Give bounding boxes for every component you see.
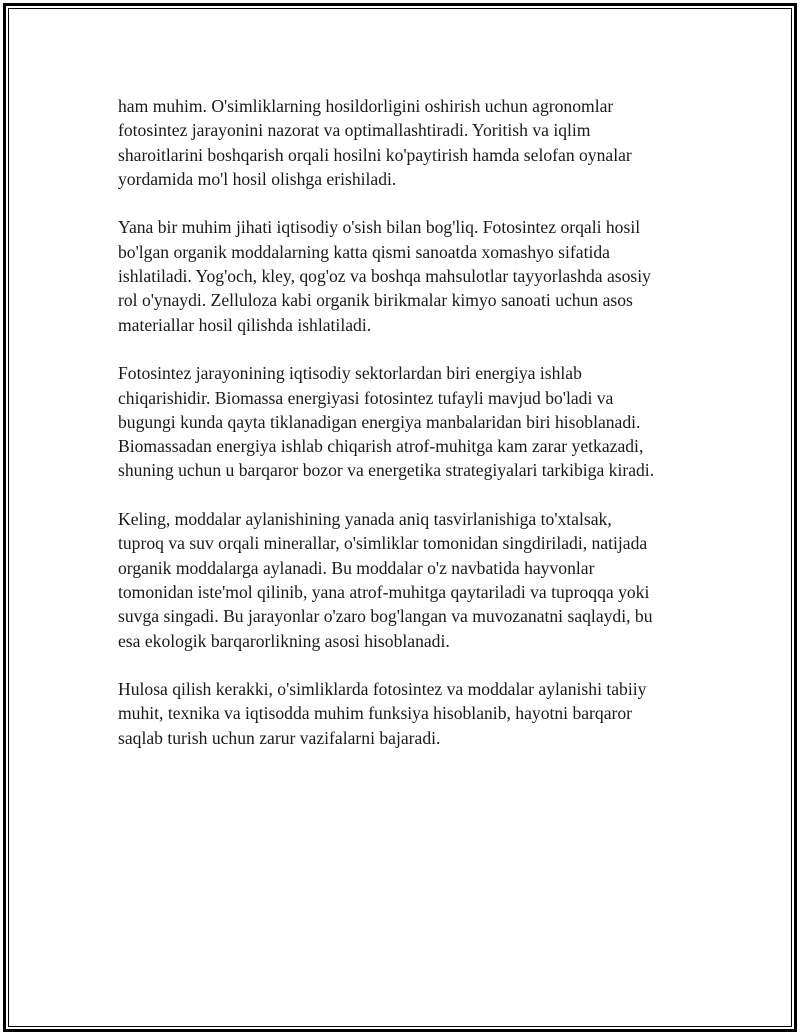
text-line: Fotosintez jarayonining iqtisodiy sektorlardan biri energiya ishlab xyxy=(118,363,582,384)
text-line: sharoitlarini boshqarish orqali hosilni ko'paytirish hamda selofan oynalar xyxy=(118,144,632,165)
text-line: Yana bir muhim jihati iqtisodiy o'sish bilan bog'liq. Fotosintez orqali hosil xyxy=(118,217,641,238)
document-body xyxy=(118,94,718,774)
text-line: Biomassadan energiya ishlab chiqarish atrof-muhitga kam zarar yetkazadi, xyxy=(118,436,644,457)
text-line: tuproq va suv orqali minerallar, o'simliklar tomonidan singdiriladi, natijada xyxy=(118,533,648,554)
paragraph-2 xyxy=(118,215,718,336)
text-line: bo'lgan organik moddalarning katta qismi sanoatda xomashyo sifatida xyxy=(118,241,610,262)
paragraph-4 xyxy=(118,507,718,653)
text-line: rol o'ynaydi. Zelluloza kabi organik birikmalar kimyo sanoati uchun asos xyxy=(118,290,633,311)
text-line: chiqarishidir. Biomassa energiyasi fotosintez tufayli mavjud bo'ladi va xyxy=(118,387,614,408)
text-line: shuning uchun u barqaror bozor va energetika strategiyalari tarkibiga kiradi. xyxy=(118,460,655,481)
paragraph-3 xyxy=(118,361,718,482)
text-line: bugungi kunda qayta tiklanadigan energiya manbalaridan biri hisoblanadi. xyxy=(118,411,641,432)
text-line: esa ekologik barqarorlikning asosi hisoblanadi. xyxy=(118,630,450,651)
text-line: ham muhim. O'simliklarning hosildorligini oshirish uchun agronomlar xyxy=(118,96,614,116)
text-line: Hulosa qilish kerakki, o'simliklarda fotosintez va moddalar aylanishi tabiiy xyxy=(118,679,647,700)
text-line: tomonidan iste'mol qilinib, yana atrof-muhitga qaytariladi va tuproqqa yoki xyxy=(118,581,650,602)
text-line: suvga singadi. Bu jarayonlar o'zaro bog'langan va muvozanatni saqlaydi, bu xyxy=(118,606,653,627)
text-line: Keling, moddalar aylanishining yanada aniq tasvirlanishiga to'xtalsak, xyxy=(118,509,612,530)
paragraph-1 xyxy=(118,94,718,191)
text-line: ishlatiladi. Yog'och, kley, qog'oz va boshqa mahsulotlar tayyorlashda asosiy xyxy=(118,266,651,287)
text-line: materiallar hosil qilishda ishlatiladi. xyxy=(118,314,372,335)
text-line: yordamida mo'l hosil olishga erishiladi. xyxy=(118,168,397,189)
text-line: fotosintez jarayonini nazorat va optimallashtiradi. Yoritish va iqlim xyxy=(118,120,591,141)
paragraph-5 xyxy=(118,677,718,750)
text-line: saqlab turish uchun zarur vazifalarni bajaradi. xyxy=(118,727,441,748)
text-line: muhit, texnika va iqtisodda muhim funksiya hisoblanib, hayotni barqaror xyxy=(118,703,633,724)
text-line: organik moddalarga aylanadi. Bu moddalar o'z navbatida hayvonlar xyxy=(118,557,595,578)
document-page xyxy=(3,3,797,1032)
